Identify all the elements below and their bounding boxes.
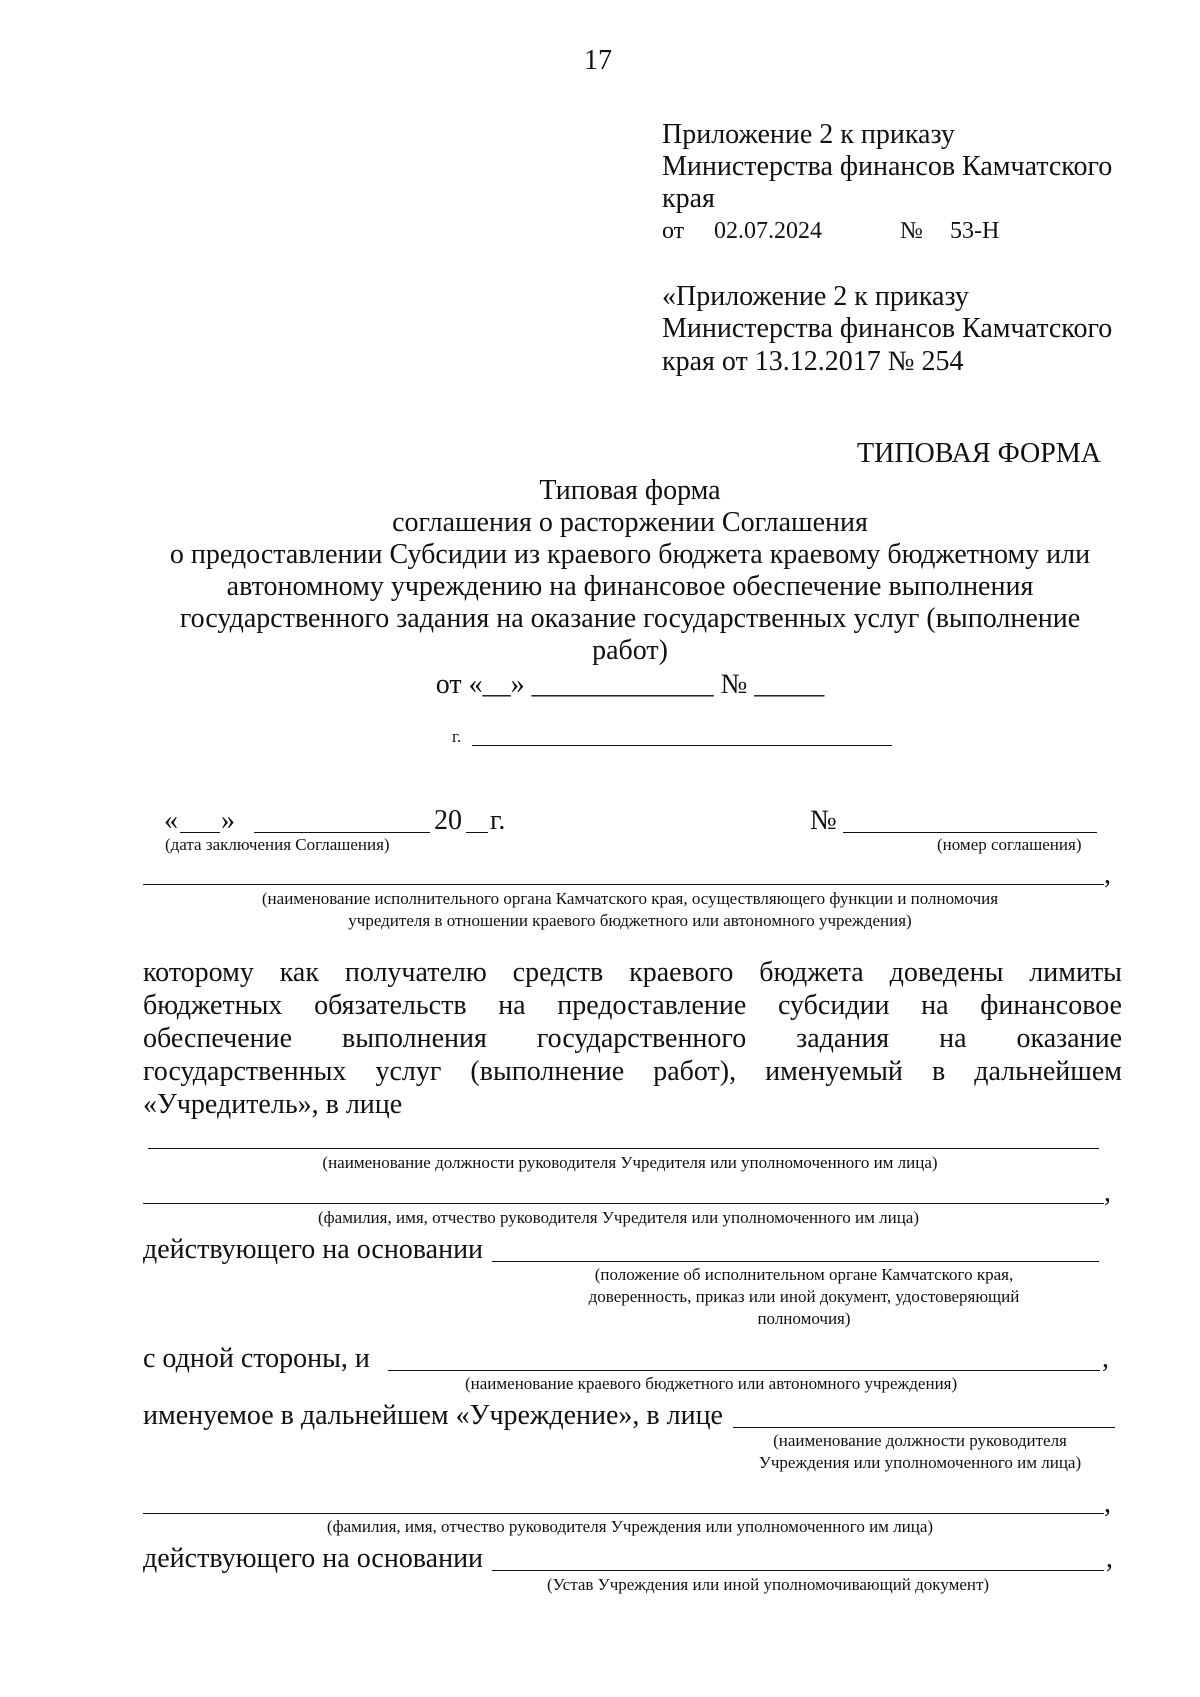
paragraph-line-1: которому как получателю средств краевого бюджета доведены лимиты (143, 957, 1122, 988)
basis-caption-1: (положение об исполнительном органе Камчатского края, (594, 1265, 1014, 1284)
appendix-line-2: Министерства финансов Камчатского (662, 151, 1113, 182)
appendix-line-1: Приложение 2 к приказу (662, 119, 955, 150)
acting-basis-label: действующего на основании (143, 1234, 484, 1265)
institution-fio-line (143, 1513, 1104, 1514)
founder-position-caption: (наименование должности руководителя Учредителя или уполномоченного им лица) (322, 1153, 938, 1172)
institution-caption: (наименование краевого бюджетного или автономного учреждения) (465, 1374, 958, 1393)
acting-basis-line (492, 1261, 1099, 1262)
prev-appendix-line-2: Министерства финансов Камчатского (662, 313, 1113, 344)
appendix-no-label: № (900, 218, 923, 244)
page-number: 17 (584, 45, 612, 76)
founder-caption-2: учредителя в отношении краевого бюджетного или автономного учреждения) (348, 911, 912, 930)
date-year-suffix: г. (490, 805, 506, 836)
date-close-quote: » (221, 805, 235, 836)
city-prefix: г. (452, 727, 462, 746)
paragraph-line-3: обеспечение выполнения государственного задания на оказание (143, 1023, 1122, 1054)
paragraph-line-5: «Учредитель», в лице (143, 1089, 403, 1120)
institution-fio-caption: (фамилия, имя, отчество руководителя Учреждения или уполномоченного им лица) (326, 1517, 934, 1536)
founder-name-line (143, 884, 1104, 885)
institution-name-line (388, 1370, 1100, 1371)
charter-caption: (Устав Учреждения или иной уполномочивающий документ) (547, 1575, 990, 1594)
date-year-line (466, 832, 488, 833)
appendix-number: 53-Н (950, 218, 1000, 244)
date-day-line (180, 832, 220, 833)
title-line-2: соглашения о расторжении Соглашения (392, 507, 868, 538)
founder-position-line (148, 1148, 1099, 1149)
basis-caption-2: доверенность, приказ или иной документ, удостоверяющий (588, 1287, 1020, 1306)
appendix-date: 02.07.2024 (714, 218, 822, 244)
paragraph-line-2: бюджетных обязательств на предоставление субсидии на финансовое (143, 990, 1122, 1021)
inst-position-caption-1: (наименование должности руководителя (773, 1431, 1067, 1450)
paragraph-line-4: государственных услуг (выполнение работ), именуемый в дальнейшем (143, 1056, 1122, 1087)
title-line-1: Типовая форма (539, 475, 721, 506)
city-line (472, 745, 892, 746)
inst-position-caption-2: Учреждения или уполномоченного им лица) (758, 1453, 1082, 1472)
founder-fio-comma: , (1104, 1177, 1111, 1208)
founder-comma: , (1104, 859, 1111, 890)
named-further-label: именуемое в дальнейшем «Учреждение», в лице (143, 1400, 723, 1431)
institution-fio-comma: , (1104, 1488, 1111, 1519)
form-label: ТИПОВАЯ ФОРМА (857, 438, 1101, 469)
number-caption: (номер соглашения) (937, 835, 1082, 854)
agreement-no-label: № (810, 805, 837, 836)
institution-position-line (733, 1427, 1115, 1428)
title-date-number-row: от «__» _____________ № _____ (435, 669, 825, 700)
title-line-5: государственного задания на оказание государственных услуг (выполнение (179, 603, 1081, 634)
founder-fio-line (143, 1203, 1104, 1204)
date-open-quote: « (164, 805, 178, 836)
date-year-prefix: 20 (434, 805, 462, 836)
title-line-4: автономному учреждению на финансовое обеспечение выполнения (226, 571, 1034, 602)
founder-fio-caption: (фамилия, имя, отчество руководителя Учредителя или уполномоченного им лица) (318, 1208, 920, 1227)
title-line-6: работ) (592, 635, 668, 666)
acting-basis-label-2: действующего на основании (143, 1543, 484, 1574)
institution-comma: , (1102, 1343, 1109, 1374)
date-caption: (дата заключения Соглашения) (165, 835, 390, 854)
acting-basis-comma-2: , (1106, 1543, 1113, 1574)
date-month-line (254, 832, 430, 833)
title-line-3: о предоставлении Субсидии из краевого бюджета краевому бюджетному или (169, 539, 1091, 570)
acting-basis-line-2 (492, 1570, 1104, 1571)
appendix-from-label: от (662, 218, 685, 244)
basis-caption-3: полномочия) (757, 1309, 851, 1328)
one-side-label: с одной стороны, и (143, 1343, 370, 1374)
prev-appendix-line-3: края от 13.12.2017 № 254 (662, 346, 964, 377)
founder-caption-1: (наименование исполнительного органа Камчатского края, осуществляющего функции и полномочия (261, 889, 999, 908)
agreement-number-line (843, 832, 1097, 833)
prev-appendix-line-1: «Приложение 2 к приказу (662, 281, 969, 312)
appendix-line-3: края (662, 183, 715, 214)
